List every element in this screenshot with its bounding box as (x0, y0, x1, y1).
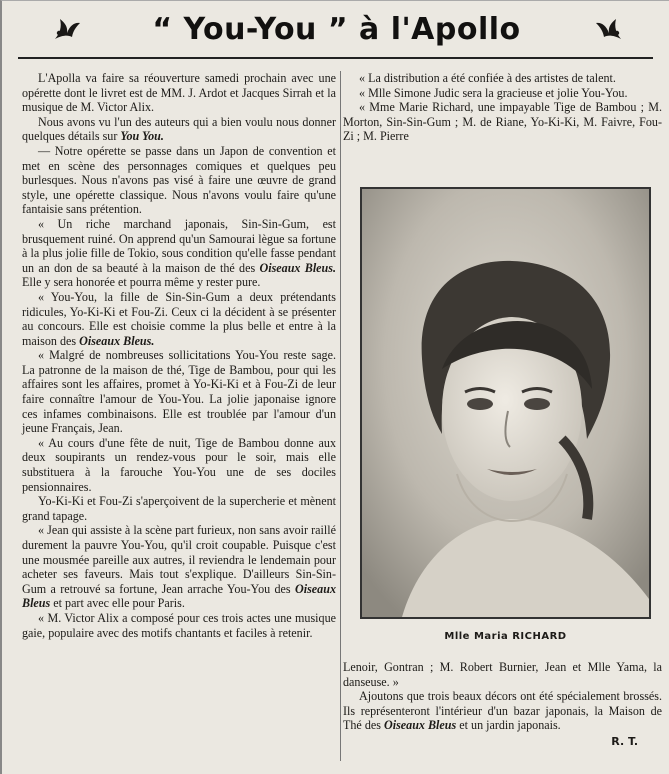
fleuron-icon (52, 13, 82, 43)
paragraph: L'Apolla va faire sa réouverture samedi prochain avec une opérette dont le livret est de MM. J. Ardot et Jacques Sirrah et la musique de M. Victor Alix. (22, 71, 336, 115)
portrait-illustration (362, 189, 649, 617)
headline-rule (18, 57, 653, 59)
author-signature: R. T. (611, 734, 638, 748)
paragraph: Yo-Ki-Ki et Fou-Zi s'aperçoivent de la supercherie et mènent grand tapage. (22, 494, 336, 523)
column-divider (340, 71, 341, 761)
paragraph: « Un riche marchand japonais, Sin-Sin-Gum, est brusquement ruiné. On apprend qu'un Samourai lègue sa fortune à la plus jolie fille de Tokio, sous condition qu'elle fasse pendant un an don de sa beauté à la maison de thé des Oiseaux Bleus. Elle y sera honorée et pourra même y rester pure. (22, 216, 337, 290)
paragraph: « Au cours d'une fête de nuit, Tige de Bambou donne aux deux soupirants un rendez-vous pour le soir, mais elle substituera à la farouche You-You une de ses dociles pensionnaires. (22, 435, 336, 494)
paragraph: — Notre opérette se passe dans un Japon de convention et met en scène des personnages comiques et quelques peu burlesques. Nous n'avons pas visé à faire une œuvre de grand style, une opérette classique. Nous n'avons voulu faire qu'une fantaisie sans prétention. (22, 143, 336, 217)
article-headline: “ You-You ” à l'Apollo (152, 11, 521, 47)
paragraph: « Mme Marie Richard, une impayable Tige de Bambou ; M. Morton, Sin-Sin-Gum ; M. de Riane, Yo-Ki-Ki, M. Faivre, Fou-Zi ; M. Pierre (343, 100, 662, 144)
paragraph: Lenoir, Gontran ; M. Robert Burnier, Jean et Mlle Yama, la danseuse. » (343, 660, 662, 689)
right-column-bottom (343, 660, 662, 750)
paragraph: Nous avons vu l'un des auteurs qui a bien voulu nous donner quelques détails sur You You. (22, 114, 336, 144)
paragraph: « Jean qui assiste à la scène part furieux, non sans avoir raillé durement la pauvre You-You, qu'il croit coupable. Puisque c'est une mousmée pareille aux autres, il reviendra le lendemain pour acheter ses faveurs. Mais tout s'explique. D'ailleurs Sin-Sin-Gum a retrouvé sa fortune, Jean arrache You-You des Oiseaux Bleus et part avec elle pour Paris. (22, 523, 336, 611)
right-column-top (343, 71, 662, 144)
headline-bar (2, 5, 669, 53)
paragraph: « Malgré de nombreuses sollicitations You-You reste sage. La patronne de la maison de thé, Tige de Bambou, pour qui les affaires sont les affaires, promet à Yo-Ki-Ki et à Fou-Zi de leur faire connaître l'amour de You-You. La jolie japonaise ignore ces infames combinaisons. Elle est troublée par l'amour d'un jeune Français, Jean. (22, 348, 336, 436)
photo-caption: Mlle Maria RICHARD (444, 631, 567, 642)
paragraph: « Mlle Simone Judic sera la gracieuse et jolie You-You. (359, 85, 628, 100)
paragraph: « You-You, la fille de Sin-Sin-Gum a deux prétendants ridicules, Yo-Ki-Ki et Fou-Zi. Ceux ci la décident à se présenter au concours. Elle est choisie comme la plus belle et entre à la maison des Oiseaux Bleus. (22, 289, 336, 348)
paragraph: « M. Victor Alix a composé pour ces trois actes une musique gaie, populaire avec des motifs chantants et faciles à retenir. (22, 610, 336, 640)
paragraph: Ajoutons que trois beaux décors ont été spécialement brossés. Ils représenteront l'intérieur d'un bazar japonais, la Maison de Thé des Oiseaux Bleus et un jardin japonais. (343, 689, 662, 733)
portrait-photo (360, 187, 651, 619)
paragraph: « La distribution a été confiée à des artistes de talent. (359, 71, 616, 85)
left-column (22, 71, 336, 640)
fleuron-icon (594, 13, 624, 43)
